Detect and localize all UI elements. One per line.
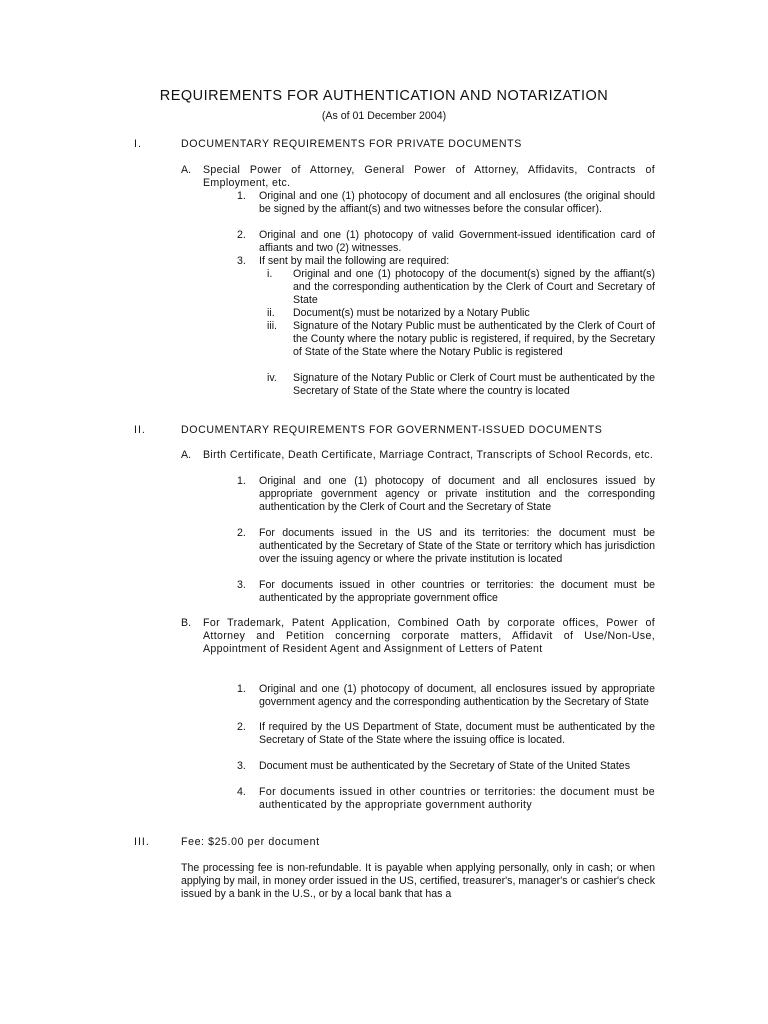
list-item-number: 1.	[237, 475, 246, 487]
list-item-number: 4.	[237, 786, 246, 798]
list-item-text: Original and one (1) photocopy of valid Government-issued identification card of affiants and two (2) witnesses.	[259, 229, 655, 254]
list-item-number: 3.	[237, 579, 246, 591]
sublist-item-text: Signature of the Notary Public must be authenticated by the Clerk of Court of the County where the notary public is registered, if required, by the Secretary of State of the State where the Notary Public is registered	[293, 320, 655, 358]
list-item-number: 1.	[237, 683, 246, 695]
list-item-text: For documents issued in the US and its territories: the document must be authenticated by the Secretary of State of the State or territory which has jurisdiction over the issuing agency or where the private institution is located	[259, 527, 655, 565]
list-item-text: For documents issued in other countries or territories: the document must be authenticated by the appropriate government office	[259, 579, 655, 604]
subsection-text: For Trademark, Patent Application, Combined Oath by corporate offices, Power of Attorney and Petition concerning corporate matters, Affidavit of Use/Non-Use, Appointment of Resident Agent and Assignment of Letters of Patent	[203, 617, 655, 655]
list-item-text: If required by the US Department of State, document must be authenticated by the Secretary of State of the State where the issuing office is located.	[259, 721, 655, 746]
section-numeral: III.	[134, 836, 150, 848]
sublist-item-text: Original and one (1) photocopy of the document(s) signed by the affiant(s) and the corresponding authentication by the Clerk of Court and Secretary of State	[293, 268, 655, 306]
sublist-item-number: i.	[267, 268, 273, 280]
section-numeral: II.	[134, 424, 146, 436]
sublist-item-number: iv.	[267, 372, 277, 384]
sublist-item-number: ii.	[267, 307, 275, 319]
list-item-text: Original and one (1) photocopy of document and all enclosures (the original should be signed by the affiant(s) and two witnesses before the consular officer).	[259, 190, 655, 215]
list-item-text: Document must be authenticated by the Secretary of State of the United States	[259, 760, 630, 772]
sublist-item-number: iii.	[267, 320, 278, 332]
list-item-text: For documents issued in other countries or territories: the document must be authenticated by the appropriate government authority	[259, 786, 655, 811]
list-item-text: If sent by mail the following are required:	[259, 255, 450, 267]
page-title: REQUIREMENTS FOR AUTHENTICATION AND NOTARIZATION	[159, 88, 609, 104]
list-item-number: 2.	[237, 721, 246, 733]
list-item-number: 3.	[237, 760, 246, 772]
subsection-letter: A.	[181, 449, 192, 461]
section-heading: DOCUMENTARY REQUIREMENTS FOR GOVERNMENT-ISSUED DOCUMENTS	[181, 424, 603, 436]
subsection-text: Birth Certificate, Death Certificate, Marriage Contract, Transcripts of School Records, etc.	[203, 449, 654, 461]
list-item-text: Original and one (1) photocopy of document and all enclosures issued by appropriate government agency or private institution and the corresponding authentication by the Clerk of Court and the Secretary of State	[259, 475, 655, 513]
list-item-number: 2.	[237, 229, 246, 241]
subsection-letter: A.	[181, 164, 192, 176]
section-numeral: I.	[134, 138, 142, 150]
list-item-text: Original and one (1) photocopy of document, all enclosures issued by appropriate government agency and the corresponding authentication by the Secretary of State	[259, 683, 655, 708]
sublist-item-text: Document(s) must be notarized by a Notary Public	[293, 307, 530, 319]
list-item-number: 1.	[237, 190, 246, 202]
page-subtitle-date: (As of 01 December 2004)	[321, 110, 447, 122]
list-item-number: 3.	[237, 255, 246, 267]
subsection-letter: B.	[181, 617, 192, 629]
subsection-text: Special Power of Attorney, General Power of Attorney, Affidavits, Contracts of Employment, etc.	[203, 164, 655, 189]
list-item-number: 2.	[237, 527, 246, 539]
fee-heading: Fee: $25.00 per document	[181, 836, 320, 848]
sublist-item-text: Signature of the Notary Public or Clerk of Court must be authenticated by the Secretary of State of the State where the country is located	[293, 372, 655, 397]
section-heading: DOCUMENTARY REQUIREMENTS FOR PRIVATE DOCUMENTS	[181, 138, 522, 150]
fee-paragraph: The processing fee is non-refundable. It is payable when applying personally, only in cash; or when applying by mail, in money order issued in the US, certified, treasurer's, manager's or cashier's check issued by a bank in the U.S., or by a local bank that has a	[181, 862, 655, 900]
